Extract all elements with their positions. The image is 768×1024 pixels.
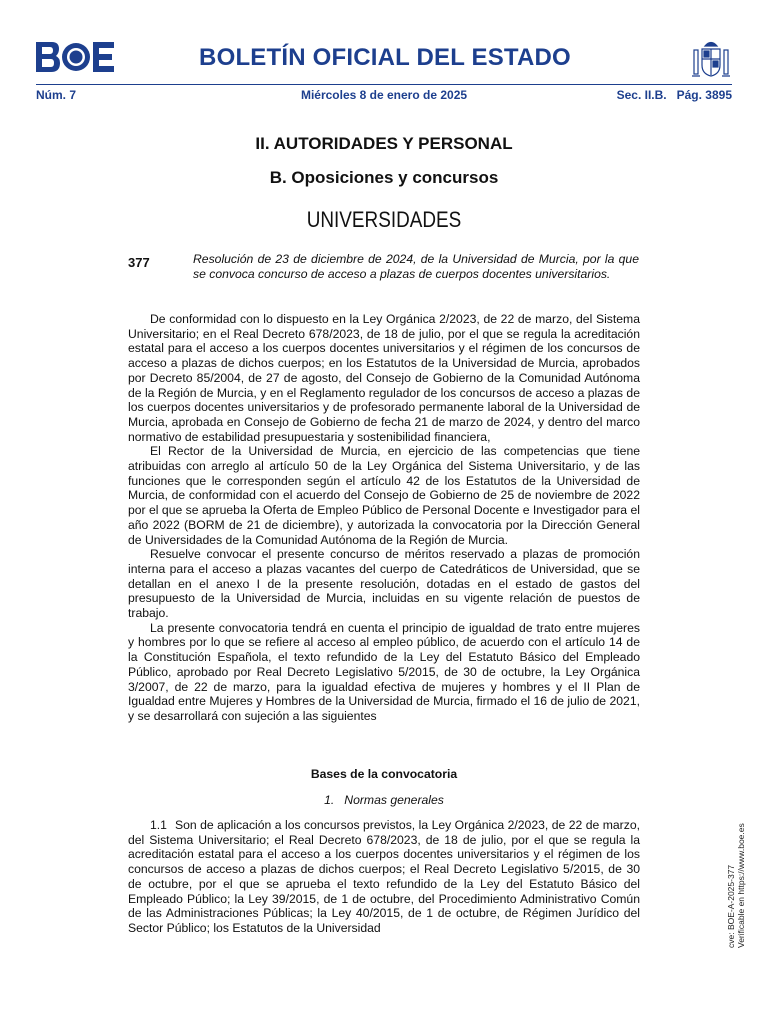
boe-logo <box>36 42 114 72</box>
bases-title: Bases de la convocatoria <box>310 767 458 781</box>
masthead-title: BOLETÍN OFICIAL DEL ESTADO <box>199 44 571 71</box>
paragraph: La presente convocatoria tendrá en cuenta el principio de igualdad de trato entre mujeres y hombres por lo que se refiere al acceso al empleo público, de acuerdo con el artículo 14 de la Constitución Española, el texto refundido de la Ley del Estatuto Básico del Empleado Público, aprobado por Real Decreto Legislativo 5/2015, de 30 de octubre, la Ley Orgánica 3/2007, de 22 de marzo, para la igualdad efectiva de mujeres y hombres y el II Plan de Igualdad entre Mujeres y Hombres de la Universidad de Murcia, firmado el 16 de julio de 2021, y se desarrollará con sujeción a las siguientes <box>128 620 640 723</box>
clause-text <box>128 818 640 936</box>
resolution-title: Resolución de 23 de diciembre de 2024, de la Universidad de Murcia, por la que se convoca concurso de acceso a plazas de cuerpos docentes universitarios. <box>193 252 639 281</box>
issue-number: Núm. 7 <box>36 88 77 102</box>
normas-title: Normas generales <box>344 793 444 807</box>
paragraph: Resuelve convocar el presente concurso de méritos reservado a plazas de promoción interna para el acceso a plazas vacantes del cuerpo de Catedráticos de Universidad, que se detallan en el anexo I de la presente resolución, dotadas en el estado de gastos del presupuesto de la Universidad de Murcia, incluidas en su vigente relación de puestos de trabajo. <box>128 547 640 621</box>
section-page <box>607 88 732 102</box>
verify-link[interactable]: Verificable en https://www.boe.es <box>736 823 746 948</box>
section-title: II. AUTORIDADES Y PERSONAL <box>255 134 513 153</box>
page-number: Pág. 3895 <box>676 88 732 102</box>
clause-body: Son de aplicación a los concursos previstos, la Ley Orgánica 2/2023, de 22 de marzo, del Sistema Universitario; el Real Decreto 678/2023, de 18 de julio, por el que se regula la acreditación estatal para el acceso a los cuerpos docentes universitarios y el régimen de los concursos de acceso a plazas de dichos cuerpos; el Real Decreto Legislativo 5/2015, de 30 de octubre, por el que se aprueba el texto refundido de la Ley del Estatuto Básico del Empleado Público; la Ley 39/2015, de 1 de octubre, del Procedimiento Administrativo Común de las Administraciones Públicas; la Ley 40/2015, de 1 de octubre, de Régimen Jurídico del Sector Público; los Estatutos de la Universidad <box>128 818 640 935</box>
coat-of-arms-icon <box>690 38 732 80</box>
clause-number: 1.1 <box>150 818 167 832</box>
sub-title: B. Oposiciones y concursos <box>269 168 499 187</box>
paragraph <box>128 818 640 936</box>
org-title: UNIVERSIDADES <box>306 207 462 232</box>
entry-number: 377 <box>128 255 150 270</box>
body-text <box>128 312 640 724</box>
normas-heading <box>0 793 768 807</box>
paragraph: De conformidad con lo dispuesto en la Ley Orgánica 2/2023, de 22 de marzo, del Sistema Universitario; en el Real Decreto 678/2023, de 18 de julio, por el que se regula la acreditación estatal para el acceso a los cuerpos docentes universitarios y el régimen de los concursos de acceso a plazas de dichos cuerpos; en los Estatutos de la Universidad de Murcia, aprobados por Decreto 85/2004, de 27 de agosto, del Consejo de Gobierno de la Comunidad Autónoma de la Región de Murcia, y en el Reglamento regulador de los concursos de acceso a plazas de los cuerpos docentes universitarios y de profesorado permanente laboral de la Universidad de Murcia, aprobada en Consejo de Gobierno de fecha 21 de marzo de 2024, y dentro del marco normativo de estabilidad presupuestaria y sostenibilidad financiera, <box>128 312 640 444</box>
verification-sidebar <box>726 823 746 948</box>
section-code: Sec. II.B. <box>616 88 667 102</box>
normas-number: 1. <box>324 793 335 807</box>
cve-code: cve: BOE-A-2025-377 <box>726 864 736 948</box>
paragraph: El Rector de la Universidad de Murcia, en ejercicio de las competencias que tiene atribuidas con arreglo al artículo 50 de la Ley Orgánica del Sistema Universitario, y de las funciones que le corresponden según el artículo 42 de los Estatutos de la Universidad de Murcia, de conformidad con el acuerdo del Consejo de Gobierno de 25 de noviembre de 2022 por el que se aprueba la Oferta de Empleo Público de Personal Docente e Investigador para el año 2022 (BORM de 21 de diciembre), y autorizada la convocatoria por la Dirección General de Universidades de la Comunidad Autónoma de la Región de Murcia. <box>128 444 640 547</box>
header-rule <box>36 84 732 85</box>
issue-date: Miércoles 8 de enero de 2025 <box>300 88 468 102</box>
header-meta <box>36 88 732 104</box>
